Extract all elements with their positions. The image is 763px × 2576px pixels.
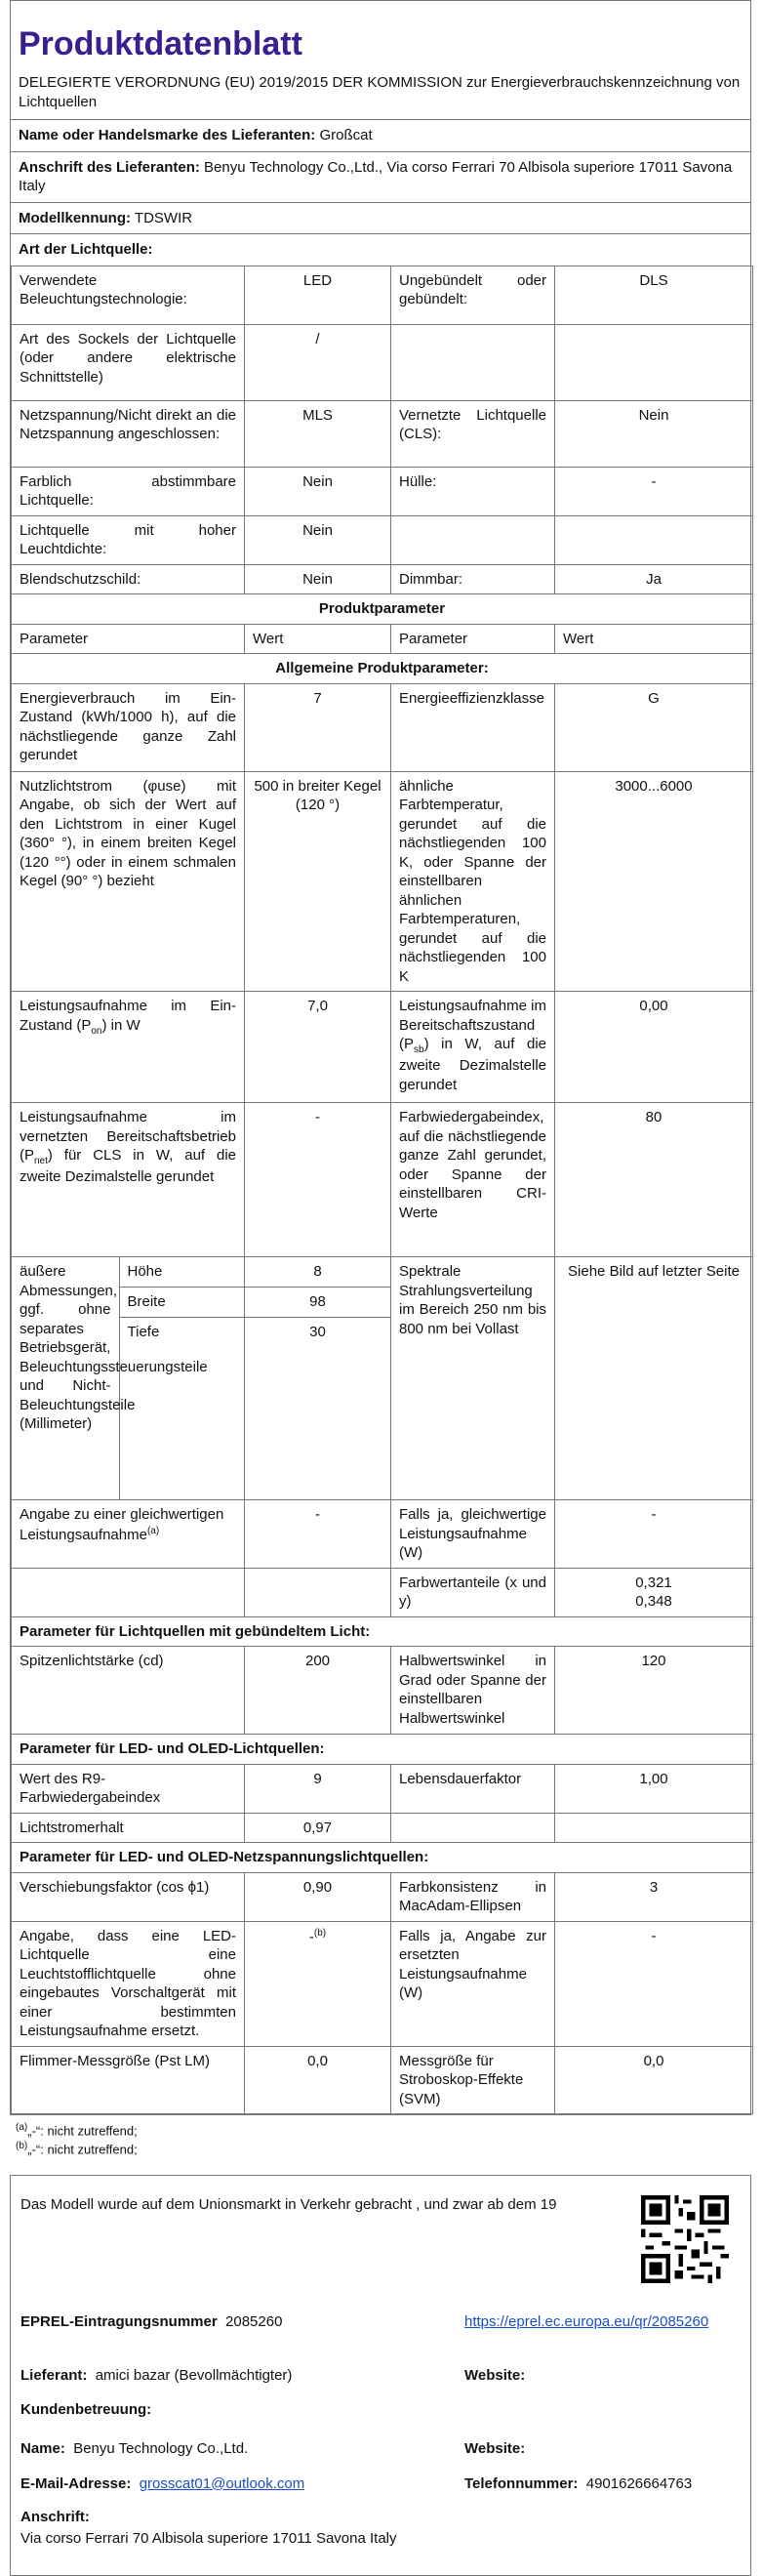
text: on [91,1025,102,1037]
phone-label: Telefonnummer: [464,2474,579,2492]
table-row [12,266,753,324]
cell: Energieeffizienzklasse [391,683,555,771]
table-row [12,624,753,654]
section-title: Allgemeine Produktparameter: [12,654,753,684]
table-row [12,515,753,564]
table-row [12,1500,753,1569]
supplier-value: Großcat [319,127,373,144]
cell: / [245,324,391,400]
text: 0,348 [635,1593,672,1611]
table-row [245,1288,390,1318]
dims-label: äußere Abmessungen, ggf. ohne separates Betriebsgerät, Beleuchtungssteuerungsteile und Nicht-Beleuchtungsteile (Millimeter) [12,1257,119,1499]
cell: Siehe Bild auf letzter Seite [555,1257,753,1500]
datasheet [10,0,751,2576]
section-title: Parameter für Lichtquellen mit gebündeltem Licht: [12,1616,753,1647]
page-title: Produktdatenblatt [19,25,302,62]
text: Leistungsaufnahme im vernetzten Bereitschaftsbetrieb (P [20,1109,236,1165]
text: (a) [146,1525,160,1536]
table-row [12,1735,753,1765]
addr-label: Anschrift: [20,2508,90,2525]
cell: Art des Sockels der Lichtquelle (oder andere elektrische Schnittstelle) [12,324,245,400]
cell: Ja [555,564,753,594]
cell: Nein [245,467,391,515]
cell: Lichtstromerhalt [12,1813,245,1843]
cell [245,1568,391,1616]
table-row [12,324,753,400]
cell [391,1813,555,1843]
table-row [12,1843,753,1873]
dim-value: 8 [245,1257,390,1288]
cell [12,1500,245,1569]
cell: 3000...6000 [555,771,753,992]
eprel-link[interactable]: https://eprel.ec.europa.eu/qr/2085260 [464,2312,709,2330]
cell: ähnliche Farbtemperatur, gerundet auf die nächstliegenden 100 K, oder Spanne der einstellbaren ähnlichen Farbtemperaturen, gerundet auf die nächstliegenden 100 K [391,771,555,992]
text: „-“: nicht zutreffend; [27,2142,138,2157]
cell: LED [245,266,391,324]
light-type-row [11,233,750,266]
cell [245,1257,391,1500]
phone-value: 4901626664763 [585,2474,693,2492]
section-title: Produktparameter [12,594,753,625]
footnote-b [16,2140,751,2158]
lieferant-label: Lieferant: [20,2366,88,2384]
cell: Verwendete Beleuchtungstechnologie: [12,266,245,324]
cell: 9 [245,1764,391,1813]
cell: 80 [555,1103,753,1257]
cell [391,992,555,1103]
cell: Halbwertswinkel in Grad oder Spanne der einstellbaren Halbwertswinkel [391,1647,555,1735]
name-line [20,2439,248,2459]
cell: 3 [555,1872,753,1921]
email-label: E-Mail-Adresse: [20,2474,132,2492]
dim-key: Höhe [119,1257,244,1288]
cell: Messgröße für Stroboskop-Effekte (SVM) [391,2046,555,2114]
params-table [11,266,753,2115]
text: ) für CLS in W, auf die zweite Dezimalstelle gerundet [20,1147,236,1186]
dim-value: 30 [309,1324,326,1341]
cell: Lichtquelle mit hoher Leuchtdichte: [12,515,245,564]
name-label: Name: [20,2439,65,2457]
cell [391,515,555,564]
table-row [245,1318,390,1500]
cell: Lebensdauerfaktor [391,1764,555,1813]
text: (b) [16,2141,28,2152]
cell [555,515,753,564]
text: sb [414,1044,424,1056]
eprel-label: EPREL-Eintragungsnummer [20,2312,218,2330]
dim-key: Breite [119,1288,244,1318]
cell: Wert [245,624,391,654]
text: ) in W [101,1016,141,1034]
table-row [12,1103,753,1257]
cell [391,324,555,400]
table-row [12,594,753,625]
section-title: Parameter für LED- und OLED-Netzspannungslichtquellen: [12,1843,753,1873]
cell: Angabe, dass eine LED-Lichtquelle eine Leuchtstofflichtquelle ohne eingebautes Vorschaltgerät mit einer bestimmten Leistungsaufnahme ersetzt. [12,1921,245,2046]
cell: 1,00 [555,1764,753,1813]
cell: 120 [555,1647,753,1735]
table-row [12,564,753,594]
cell: Blendschutzschild: [12,564,245,594]
cell: Wert des R9-Farbwiedergabeindex [12,1764,245,1813]
lieferant-line [20,2366,292,2386]
footnotes [10,2115,751,2158]
table-row [245,1257,390,1288]
text: Leistungsaufnahme im Bereitschaftszustand (P [399,998,546,1053]
cell: Ungebündelt oder gebündelt: [391,266,555,324]
table-row [12,1257,753,1500]
table-row [12,1872,753,1921]
cell: MLS [245,400,391,467]
cell: Spitzenlichtstärke (cd) [12,1647,245,1735]
table-row [12,400,753,467]
text: Angabe zu einer gleichwertigen Leistungsaufnahme [20,1506,224,1543]
phone-line [464,2474,692,2494]
addr-value: Via corso Ferrari 70 Albisola superiore 17011 Savona Italy [20,2529,397,2547]
cell [12,1103,245,1257]
datasheet-box [10,0,751,2115]
cell [555,1568,753,1616]
email-link[interactable]: grosscat01@outlook.com [139,2474,305,2492]
cell: Nutzlichtstrom (φuse) mit Angabe, ob sich der Wert auf den Lichtstrom in einer Kugel (360° °), in einem breiten Kegel (120 °°) oder in einem schmalen Kegel (90° °) bezieht [12,771,245,992]
dim-key: Tiefe [119,1318,244,1500]
cell: Nein [245,564,391,594]
cell: - [555,467,753,515]
cell: Flimmer-Messgröße (Pst LM) [12,2046,245,2114]
cell: Nein [555,400,753,467]
website2-label: Website: [464,2439,526,2457]
model-row [11,202,750,234]
table-row [12,1647,753,1735]
table-row [12,2046,753,2114]
cell: 0,00 [555,992,753,1103]
cell: - [245,1500,391,1569]
text: (b) [313,1927,327,1939]
address-label: Anschrift des Lieferanten: [19,158,200,176]
cell: 0,0 [245,2046,391,2114]
cell: Falls ja, Angabe zur ersetzten Leistungsaufnahme (W) [391,1921,555,2046]
address-value: Benyu Technology Co.,Ltd., Via corso Ferrari 70 Albisola superiore 17011 Savona Italy [19,158,733,195]
text: (a) [16,2122,28,2134]
table-row [12,1921,753,2046]
cell: 7 [245,683,391,771]
table-row [12,1257,244,1288]
cell [555,324,753,400]
eprel-line [20,2312,282,2332]
cell: Verschiebungsfaktor (cos ϕ1) [12,1872,245,1921]
cell: Netzspannung/Nicht direkt an die Netzspannung angeschlossen: [12,400,245,467]
table-row [12,771,753,992]
text: - [308,1928,314,1945]
cell: Falls ja, gleichwertige Leistungsaufnahme (W) [391,1500,555,1569]
service-label: Kundenbetreuung: [20,2400,152,2418]
text: ) in W, auf die zweite Dezimalstelle gerundet [399,1036,546,1093]
cell: 7,0 [245,992,391,1103]
cell: 0,0 [555,2046,753,2114]
model-label: Modellkennung: [19,209,131,226]
cell: Wert [555,624,753,654]
section-title: Parameter für LED- und OLED-Lichtquellen: [12,1735,753,1765]
cell: Nein [245,515,391,564]
cell: 0,90 [245,1872,391,1921]
text: net [34,1156,48,1167]
text: „-“: nicht zutreffend; [27,2123,138,2139]
cell: Farbkonsistenz in MacAdam-Ellipsen [391,1872,555,1921]
cell: Dimmbar: [391,564,555,594]
cell: Spektrale Strahlungsverteilung im Bereich 250 nm bis 800 nm bei Vollast [391,1257,555,1500]
table-row [12,1568,753,1616]
cell: Parameter [391,624,555,654]
cell: Vernetzte Lichtquelle (CLS): [391,400,555,467]
eprel-value: 2085260 [225,2312,283,2330]
table-row [12,1764,753,1813]
dims-table [12,1257,244,1499]
cell: Farbwertanteile (x und y) [391,1568,555,1616]
dim-value: 98 [245,1288,390,1318]
cell: - [555,1500,753,1569]
cell: 0,97 [245,1813,391,1843]
qr-code-icon[interactable] [641,2195,729,2283]
cell: 200 [245,1647,391,1735]
supplier-row [11,119,750,151]
cell [12,992,245,1103]
footnote-a [16,2121,751,2140]
address-row [11,151,750,202]
cell: - [245,1103,391,1257]
cell: Hülle: [391,467,555,515]
cell: Farbwiedergabeindex, auf die nächstliegende ganze Zahl gerundet, oder Spanne der einstellbaren CRI-Werte [391,1103,555,1257]
text: 0,321 [635,1574,672,1591]
model-value: TDSWIR [134,209,193,226]
regulation-subtitle: DELEGIERTE VERORDNUNG (EU) 2019/2015 DER KOMMISSION zur Energieverbrauchskennzeichnung von Lichtquellen [19,74,741,110]
cell [555,1813,753,1843]
cell [12,1257,245,1500]
supplier-info-box [10,2175,751,2576]
cell: 500 in breiter Kegel (120 °) [245,771,391,992]
text: Leistungsaufnahme im Ein-Zustand (P [20,998,236,1034]
table-row [12,467,753,515]
lieferant-value: amici bazar (Bevollmächtigter) [95,2366,293,2384]
table-row [12,992,753,1103]
cell [12,1568,245,1616]
light-type-label: Art der Lichtquelle: [19,241,153,259]
supplier-label: Name oder Handelsmarke des Lieferanten: [19,127,316,144]
dims-values [245,1257,390,1499]
table-row [12,683,753,771]
cell: Parameter [12,624,245,654]
table-row [12,1813,753,1843]
email-line [20,2474,304,2494]
cell [245,1921,391,2046]
cell: DLS [555,266,753,324]
table-row [12,1616,753,1647]
market-text: Das Modell wurde auf dem Unionsmarkt in Verkehr gebracht , und zwar ab dem 19 [20,2195,557,2213]
table-row [12,654,753,684]
cell: G [555,683,753,771]
website-label: Website: [464,2366,526,2384]
cell: Energieverbrauch im Ein-Zustand (kWh/1000 h), auf die nächstliegende ganze Zahl gerundet [12,683,245,771]
cell: - [555,1921,753,2046]
name-value: Benyu Technology Co.,Ltd. [73,2439,249,2457]
cell: Farblich abstimmbare Lichtquelle: [12,467,245,515]
